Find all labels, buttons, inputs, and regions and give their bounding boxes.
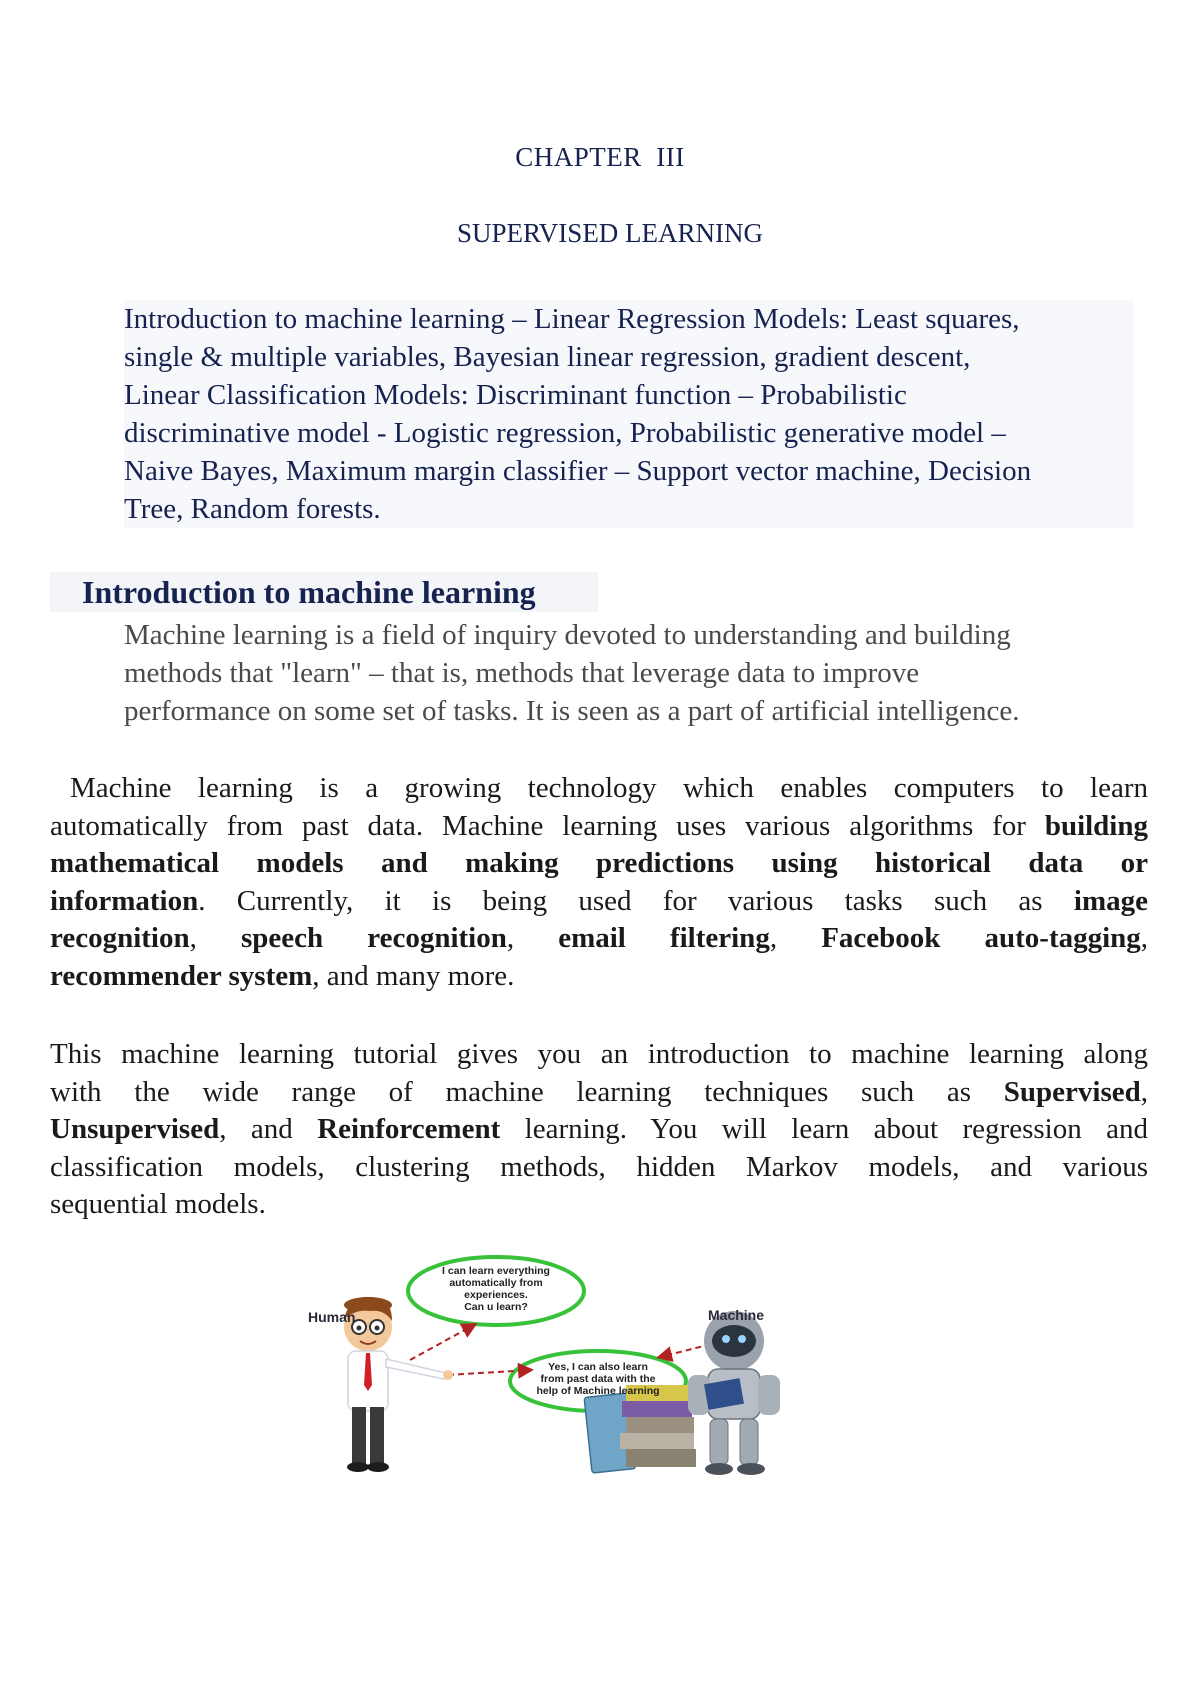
human-icon [344,1297,453,1472]
text-run: automatically from past data. Machine learning uses various algorithms for [50,809,1045,842]
text-run: This machine learning tutorial gives you an introduction to machine learning along [50,1038,1148,1070]
speech-bubble-human-text [424,1265,568,1313]
syllabus-line: Linear Classification Models: Discriminant function – Probabilistic [124,379,907,411]
para-line [50,1111,1148,1149]
chapter-number: CHAPTER III [515,142,685,172]
speech-bubble-machine-text [526,1361,670,1397]
text-run: learning. You will learn about regression and [500,1113,1149,1145]
syllabus-line: discriminative model - Logistic regression, Probabilistic generative model – [124,417,1006,449]
para-line [50,958,1148,996]
bold-text: recognition [50,922,190,954]
human-vs-machine-figure [308,1245,850,1485]
bold-text: mathematical models and making predictions using historical data or [50,847,1148,879]
bold-text: Unsupervised [50,1113,220,1145]
bold-text: image [1073,884,1148,917]
para-line [50,1149,1148,1187]
bubble-line: automatically from [449,1277,543,1289]
chapter-title: SUPERVISED LEARNING [456,218,764,248]
para-line [50,1074,1148,1112]
bubble-line: experiences. [464,1289,528,1301]
para-line [50,845,1148,883]
bold-text: information [50,884,199,917]
text-run: , [1140,1075,1148,1108]
syllabus-line: Introduction to machine learning – Linear Regression Models: Least squares, [124,303,1020,335]
text-run: , [1140,922,1149,954]
text-run: Machine learning is a growing technology which enables computers to learn [70,772,1148,804]
paragraph-tutorial [50,1036,1148,1224]
bubble-line: help of Machine learning [536,1385,660,1397]
robot-icon [688,1311,780,1475]
bold-text: Reinforcement [317,1113,501,1145]
text-run: , [506,922,559,954]
para-line [50,883,1148,921]
para-line [50,1036,1148,1074]
text-run: with the wide range of machine learning techniques such as [50,1075,1004,1108]
human-label: Human [308,1309,356,1325]
para-line [50,920,1148,958]
bubble-line: Can u learn? [464,1301,528,1313]
bold-text: Supervised [1003,1075,1141,1108]
para-line [50,770,1148,808]
intro-line: Machine learning is a field of inquiry devoted to understanding and building [124,619,1011,651]
syllabus-line: Tree, Random forests. [124,493,381,525]
para-line [50,1186,1148,1224]
text-run: classification models, clustering methods, hidden Markov models, and various [50,1150,1148,1183]
syllabus-block [124,300,1134,528]
books-icon [584,1385,696,1473]
intro-line: methods that "learn" – that is, methods that leverage data to improve [124,657,920,689]
bold-text: recommender system [50,959,313,992]
bubble-line: Yes, I can also learn [548,1361,648,1373]
text-run: sequential models. [50,1188,266,1220]
bold-text: Facebook auto-tagging [821,922,1141,954]
para-line [50,808,1148,846]
arrow-to-bubble [410,1325,474,1360]
bold-text: email filtering [558,922,770,954]
syllabus-line: single & multiple variables, Bayesian linear regression, gradient descent, [124,341,971,373]
text-run: . Currently, it is being used for various tasks such as [198,884,1074,917]
syllabus-line: Naive Bayes, Maximum margin classifier – Support vector machine, Decision [124,455,1032,487]
bold-text: speech recognition [240,922,507,954]
text-run: , and many more. [312,959,515,992]
intro-definition [124,616,1134,730]
machine-label: Machine [708,1307,765,1323]
bold-text: building [1044,809,1148,842]
text-run: , [189,922,241,954]
intro-line: performance on some set of tasks. It is seen as a part of artificial intelligence. [124,695,1020,727]
bubble-line: from past data with the [540,1373,656,1385]
text-run: , and [219,1113,318,1145]
bubble-line: I can learn everything [442,1265,550,1277]
text-run: , [769,922,822,954]
section-heading: Introduction to machine learning [50,572,598,612]
paragraph-overview [50,770,1148,995]
